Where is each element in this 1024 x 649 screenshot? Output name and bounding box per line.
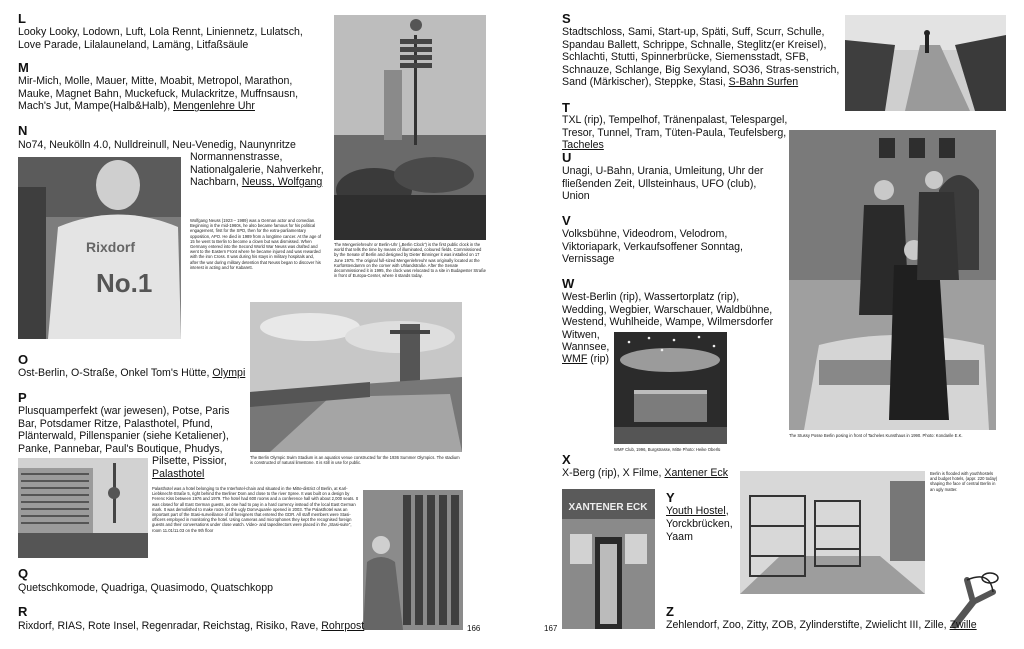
caption-wmf: WMF Club, 1996, Burgstrasse, Mitte Photo: Heike Oberlü — [614, 447, 721, 452]
letter-n: N — [18, 123, 28, 138]
caption-olympic: The Berlin Olympic Swim Stadium is an aquatics venue constructed for the 1936 Summer Olympics. The stadium is constructed of natural limestone. It is still in use for public. — [250, 455, 460, 466]
svg-text:Rixdorf: Rixdorf — [86, 239, 135, 255]
entry-y-line1: Youth Hostel, — [666, 505, 729, 517]
letter-z: Z — [666, 604, 674, 619]
entry-q: Quetschkomode, Quadriga, Quasimodo, Quatschkopp — [18, 582, 273, 594]
link-olympi[interactable]: Olympi — [212, 367, 246, 379]
letter-p: P — [18, 390, 27, 405]
letter-v: V — [562, 213, 571, 228]
letter-q: Q — [18, 566, 29, 581]
caption-mengenlehre-uhr: The Mengenlehreuhr or Berlin-Uhr („Berlin Clock") is the first public clock in the world that tells the time by means of illuminated, coloured fields. Commissioned by the Senate of Berlin and designed by Dieter Binninger it was installed on 17 June 1975. The original full-sized Mengenlehreuhr was originally located at the Kurfürstendamm on the corner with Uhlandstraße. After the Senate decommissioned it in 1995, the clock was relocated to a site in Budapester Straße in front of Europa-Center, where it stands today. — [334, 242, 486, 279]
link-xantener-eck[interactable]: Xantener Eck — [664, 467, 729, 479]
entry-m: Mir-Mich, Molle, Mauer, Mitte, Moabit, Metropol, Marathon, Mauke, Magnet Bahn, Muckefuck, Mulackritze, Muffnsausn, Mach's Jut, Mampe(Halb&Halb), Mengenlehre Uhr — [18, 75, 299, 113]
link-zwille[interactable]: Zwille — [949, 619, 977, 631]
letter-u: U — [562, 150, 572, 165]
entry-s: Stadtschloss, Sami, Start-up, Späti, Suff, Scurr, Schulle, Spandau Ballett, Schrippe, Schnalle, Steglitz(er Kreisel), Schlachti, Stutti, Spinnerbrücke, Siemensstadt, SFB, Schnauze, Schlange, Big Sexyland, SO36, Stras-senstrich, Sand (Märkischer), Steppke, Stasi, S-Bahn Surfen — [562, 26, 840, 89]
letter-r: R — [18, 604, 28, 619]
photo-youth-hostel — [740, 471, 925, 594]
letter-l: L — [18, 11, 26, 26]
page-number-right: 167 — [544, 624, 558, 633]
entry-o: Ost-Berlin, O-Straße, Onkel Tom's Hütte, Olympi — [18, 367, 246, 379]
entry-n-rest: Normannenstrasse, Nationalgalerie, Nahverkehr, Nachbarn, Neuss, Wolfgang — [190, 151, 324, 189]
photo-palasthotel — [18, 458, 148, 558]
caption-neuss: Wolfgang Neuss (1923 – 1989) was a German actor and comedian. Beginning in the mid-1960s, he also became famous for his political engagement, first for the SPD, then for the extra-parliamentary opposition, APO. He died in 1989 from a longtime cancer. At the age of 15 he went to Berlin to become a clown but was dismissed. When Germany entered into the Second World War Neuss was drafted and went to the Eastern Front where he became injured and was rewarded with the iron Cross. It was during his stays in military hospitals and, after the war during military detention that Neuss began to discover his interest in acting and for Kabarett. — [190, 218, 322, 270]
entry-v: Volksbühne, Videodrom, Velodrom, Viktoriapark, Verkaufsoffener Sonntag, Vernissage — [562, 228, 743, 266]
letter-y: Y — [666, 490, 675, 505]
caption-palasthotel: Palasthotel was a hotel belonging to the Interhotel-chain and situated in the Mitte-district of Berlin, at Karl-Liebknecht-Straße 5, right behind the Berliner Dom and close to the river Spree. It was built on a design by Ferenc Kiss between 1976 and 1979. The hotel had 600 rooms and a conference hall with about 2,000 seats. It was closed for all East German guests, as one had to pay in a hard currency instead of the local East German mark. It was demolished to make room for the ugly DomAquarée opened in 2003. The Palasthotel was an important part of the Stasi-surveillance of all foreigners that entered the GDR. All staff members were Stasi-officers employed in monitoring the hotel. Using cameras and microphones they kept the recognised foreign guests and their conversations under close watch. Video- and tapedirectors were placed in the „Stasi-suite", room 11.01/11.03 on the 9th floor — [152, 486, 358, 533]
photo-mengenlehre-uhr — [334, 15, 486, 240]
entry-y-line2: Yorckbrücken, — [666, 518, 733, 530]
shop-sign: XANTENER ECK — [568, 502, 648, 513]
link-tacheles[interactable]: Tacheles — [562, 139, 604, 152]
link-neuss-wolfgang[interactable]: Neuss, Wolfgang — [241, 176, 323, 189]
entry-x: X-Berg (rip), X Filme, Xantener Eck — [562, 467, 729, 479]
entry-w-witwen: Witwen, — [562, 329, 600, 341]
link-s-bahn-surfen[interactable]: S-Bahn Surfen — [728, 76, 799, 89]
entry-z: Zehlendorf, Zoo, Zitty, ZOB, Zylinderstifte, Zwielicht III, Zille, Zwille — [666, 619, 977, 631]
letter-s: S — [562, 11, 571, 26]
entry-n-line1: No74, Neukölln 4.0, Nulldreinull, Neu-Venedig, Naunynritze — [18, 139, 296, 151]
entry-w-wannsee: Wannsee, — [562, 341, 610, 353]
photo-wolfgang-neuss — [18, 157, 181, 339]
link-rohrpost[interactable]: Rohrpost — [321, 620, 365, 632]
link-wmf[interactable]: WMF — [562, 353, 588, 365]
svg-text:No.1: No.1 — [96, 268, 153, 298]
letter-m: M — [18, 60, 29, 75]
entry-l: Looky Looky, Lodown, Luft, Lola Rennt, Liniennetz, Lulatsch, Love Parade, Lilalauneland, Lamäng, Litfaßsäule — [18, 26, 303, 51]
page-number-left: 166 — [467, 624, 481, 633]
entry-p: Plusquamperfekt (war jewesen), Potse, Paris Bar, Potsdamer Ritze, Palasthotel, Pfund, Plänterwald, Pillenspanier (siehe Ketaliener), Panke, Pannebar, Paul's Boutique, Phudys, — [18, 405, 230, 455]
photo-olympic-swim-stadium — [250, 302, 462, 452]
letter-o: O — [18, 352, 29, 367]
photo-wmf-club — [614, 332, 727, 444]
entry-y-line3: Yaam — [666, 531, 693, 543]
entry-p-rest: Pilsette, Pissior, Palasthotel — [152, 455, 227, 480]
entry-u: Unagi, U-Bahn, Urania, Umleitung, Uhr der fließenden Zeit, Ullsteinhaus, UFO (club), Union — [562, 165, 764, 203]
letter-t: T — [562, 100, 570, 115]
entry-r: Rixdorf, RIAS, Rote Insel, Regenradar, Reichstag, Risiko, Rave, Rohrpost — [18, 620, 365, 632]
caption-hostel: Berlin is flooded with youthhostels and budget hotels, (appr. 220 today) shaping the face of central Berlin in an ugly matter. — [930, 471, 998, 492]
entry-t: TXL (rip), Tempelhof, Tränenpalast, Telespargel, Tresor, Tunnel, Tram, Tüten-Paula, Teufelsberg, Tacheles — [562, 114, 788, 152]
entry-w: West-Berlin (rip), Wassertorplatz (rip), Wedding, Wegbier, Warschauer, Waldbühne, Westend, Wuhlheide, Wampe, Wilmersdorfer — [562, 291, 774, 329]
caption-tacheles: The Stussy Posse Berlin posing in front of Tacheles Kunsthaus in 1990. Photo: Kondarile E.K. — [789, 433, 963, 438]
link-palasthotel[interactable]: Palasthotel — [152, 467, 205, 480]
letter-x: X — [562, 452, 571, 467]
link-mengenlehre-uhr[interactable]: Mengenlehre Uhr — [173, 100, 255, 113]
link-youth-hostel[interactable]: Youth Hostel — [666, 505, 726, 517]
entry-w-wmf: WMF (rip) — [562, 353, 610, 365]
photo-tacheles — [789, 130, 996, 430]
photo-s-bahn-surfen — [845, 15, 1006, 111]
letter-w: W — [562, 276, 575, 291]
photo-xantener-eck — [562, 489, 655, 629]
photo-rohrpost — [363, 490, 463, 630]
